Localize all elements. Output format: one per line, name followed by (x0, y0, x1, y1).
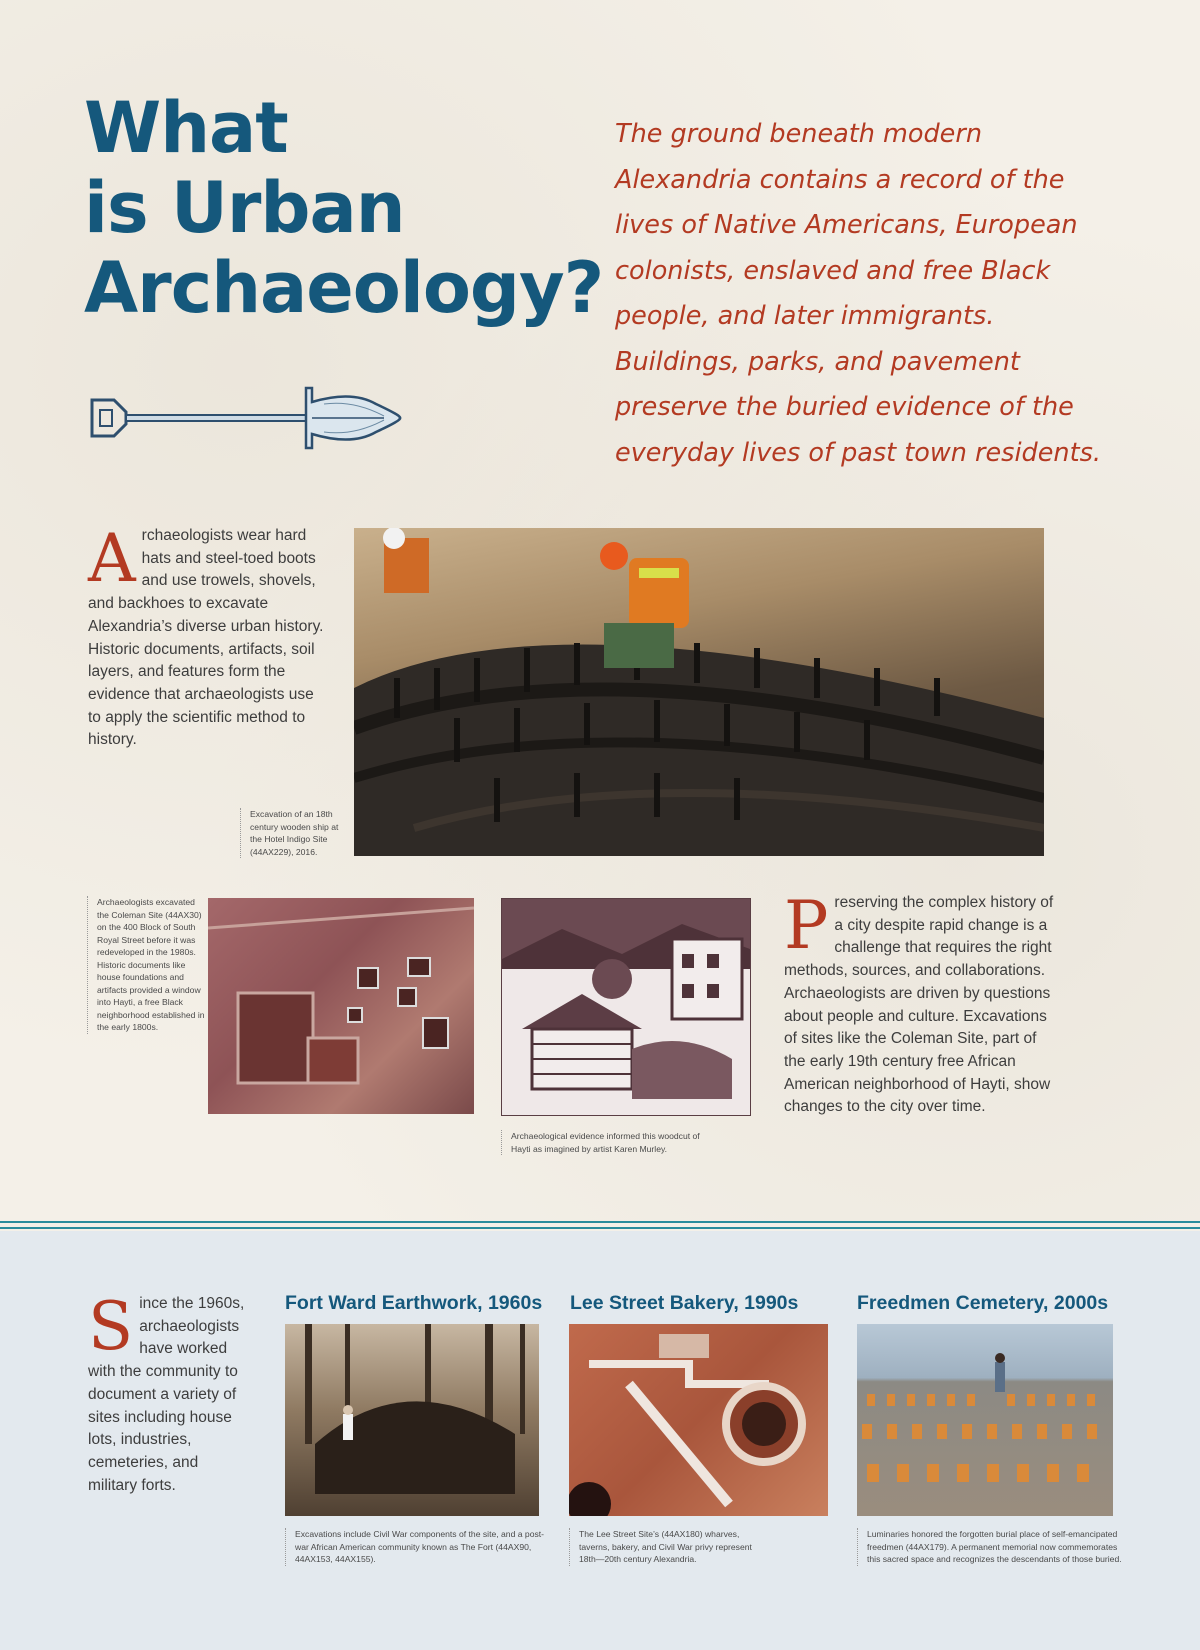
section-divider (0, 1221, 1200, 1223)
title-line-3: Archaeology? (84, 247, 604, 329)
fort-ward-title: Fort Ward Earthwork, 1960s (285, 1292, 543, 1314)
dropcap-s: S (88, 1288, 134, 1365)
lee-street-caption: The Lee Street Site’s (44AX180) wharves, taverns, bakery, and Civil War privy represent 18th—20th century Alexandria. (569, 1528, 769, 1566)
dropcap-p: P (784, 887, 829, 964)
freedmen-cemetery-caption: Luminaries honored the forgotten burial place of self-emancipated freedmen (44AX179). A permanent memorial now commemorates this sacred space and recognizes the descendants of those buried. (857, 1528, 1127, 1566)
freedmen-cemetery-photo (857, 1324, 1113, 1516)
section3-paragraph (88, 1288, 248, 1497)
section3-text: ince the 1960s, archaeologists have worked with the community to document a variety of sites including house lots, industries, cemeteries, and military forts. (88, 1295, 245, 1494)
coleman-site-photo (208, 898, 474, 1114)
coleman-site-caption: Archaeologists excavated the Coleman Site (44AX30) on the 400 Block of South Royal Street before it was redeveloped in the 1980s. Historic documents like house foundations and artifacts provided a window into Hayti, a free Black neighborhood established in the early 1800s. (87, 896, 207, 1034)
page-title (84, 88, 603, 328)
intro-paragraph: The ground beneath modern Alexandria contains a record of the lives of Native Americans, European colonists, enslaved and free Black people, and later immigrants. Buildings, parks, and pavement preserve the buried evidence of the everyday lives of past town residents. (615, 119, 1101, 468)
section-divider-secondary (0, 1227, 1200, 1229)
title-line-2: is Urban (84, 167, 405, 249)
section2-paragraph (784, 887, 1056, 1119)
shovel-icon (84, 382, 404, 462)
dropcap-a: A (88, 520, 136, 597)
woodcut-caption: Archaeological evidence informed this woodcut of Hayti as imagined by artist Karen Murley. (501, 1130, 711, 1155)
lee-street-photo (569, 1324, 828, 1516)
lee-street-title: Lee Street Bakery, 1990s (570, 1292, 799, 1314)
ship-photo-caption: Excavation of an 18th century wooden ship at the Hotel Indigo Site (44AX229), 2016. (240, 808, 345, 858)
hayti-woodcut-image (501, 898, 751, 1116)
title-line-1: What (84, 87, 288, 169)
section1-text: rchaeologists wear hard hats and steel-toed boots and use trowels, shovels, and backhoes to excavate Alexandria’s diverse urban history. Historic documents, artifacts, soil layers, and features form the evidence that archaeologists use to apply the scientific method to history. (88, 527, 324, 749)
ship-excavation-photo (354, 528, 1044, 856)
section2-text: reserving the complex history of a city despite rapid change is a challenge that requires the right methods, sources, and collaborations. Archaeologists are driven by questions about people and culture. Excavations of sites like the Coleman Site, part of the early 19th century free African American neighborhood of Hayti, show changes to the city over time. (784, 894, 1054, 1116)
fort-ward-photo (285, 1324, 539, 1516)
freedmen-cemetery-title: Freedmen Cemetery, 2000s (857, 1292, 1109, 1314)
section1-paragraph (88, 520, 324, 752)
fort-ward-caption: Excavations include Civil War components of the site, and a post-war African American community known as The Fort (44AX90, 44AX153, 44AX155). (285, 1528, 545, 1566)
